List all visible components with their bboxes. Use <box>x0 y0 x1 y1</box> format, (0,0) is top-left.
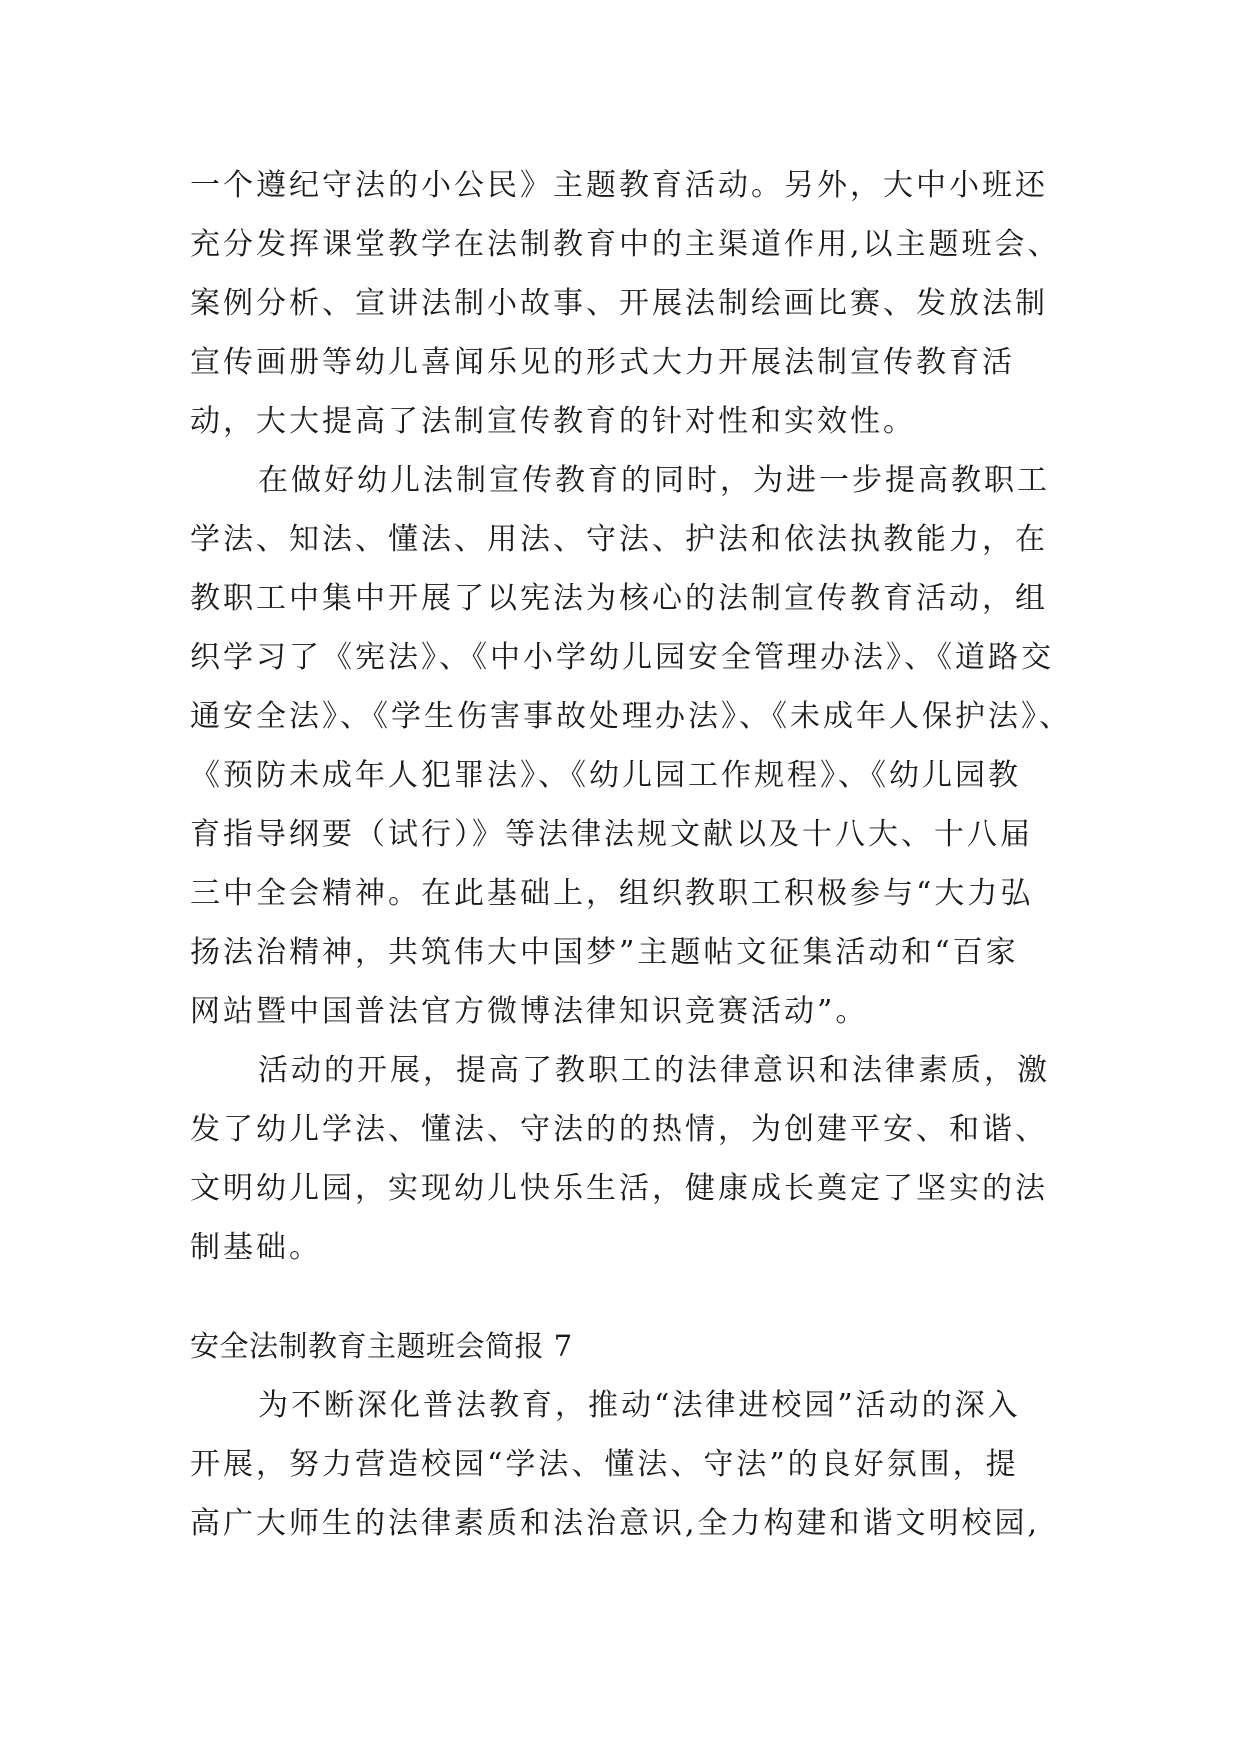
text-line: 一个遵纪守法的小公民》主题教育活动。另外，大中小班还 <box>190 168 1048 203</box>
text-line: 发了幼儿学法、懂法、守法的的热情，为创建平安、和谐、 <box>190 1112 1048 1147</box>
text-line: 通安全法》、《学生伤害事故处理办法》、《未成年人保护法》、 <box>190 699 1072 734</box>
text-line: 《预防未成年人犯罪法》、《幼儿园工作规程》、《幼儿园教 <box>190 758 1021 793</box>
paragraph-start-line: 为不断深化普法教育，推动“法律进校园”活动的深入 <box>258 1388 1021 1423</box>
text-line: 案例分析、宣讲法制小故事、开展法制绘画比赛、发放法制 <box>190 286 1048 321</box>
text-line: 高广大师生的法律素质和法治意识,全力构建和谐文明校园, <box>190 1506 1041 1541</box>
text-line: 网站暨中国普法官方微博法律知识竞赛活动”。 <box>190 994 869 1029</box>
text-line: 动，大大提高了法制宣传教育的针对性和实效性。 <box>190 404 916 439</box>
text-line: 织学习了《宪法》、《中小学幼儿园安全管理办法》、《道路交 <box>190 640 1054 675</box>
paragraph-start-line: 活动的开展，提高了教职工的法律意识和法律素质，激 <box>258 1053 1050 1088</box>
text-line: 开展，努力营造校园“学法、懂法、守法”的良好氛围，提 <box>190 1447 1019 1482</box>
text-line: 文明幼儿园，实现幼儿快乐生活，健康成长奠定了坚实的法 <box>190 1171 1048 1206</box>
text-line: 宣传画册等幼儿喜闻乐见的形式大力开展法制宣传教育活 <box>190 345 1015 380</box>
section-heading: 安全法制教育主题班会简报 7 <box>190 1329 573 1363</box>
text-line: 学法、知法、懂法、用法、守法、护法和依法执教能力，在 <box>190 522 1048 557</box>
text-line: 三中全会精神。在此基础上，组织教职工积极参与“大力弘 <box>190 876 1034 911</box>
text-line: 教职工中集中开展了以宪法为核心的法制宣传教育活动，组 <box>190 581 1048 616</box>
text-line: 充分发挥课堂教学在法制教育中的主渠道作用,以主题班会、 <box>190 227 1061 262</box>
text-line: 扬法治精神，共筑伟大中国梦”主题帖文征集活动和“百家 <box>190 935 1019 970</box>
text-line: 育指导纲要（试行）》等法律法规文献以及十八大、十八届 <box>190 817 1033 852</box>
text-line: 制基础。 <box>190 1230 322 1265</box>
paragraph-start-line: 在做好幼儿法制宣传教育的同时，为进一步提高教职工 <box>258 463 1050 498</box>
